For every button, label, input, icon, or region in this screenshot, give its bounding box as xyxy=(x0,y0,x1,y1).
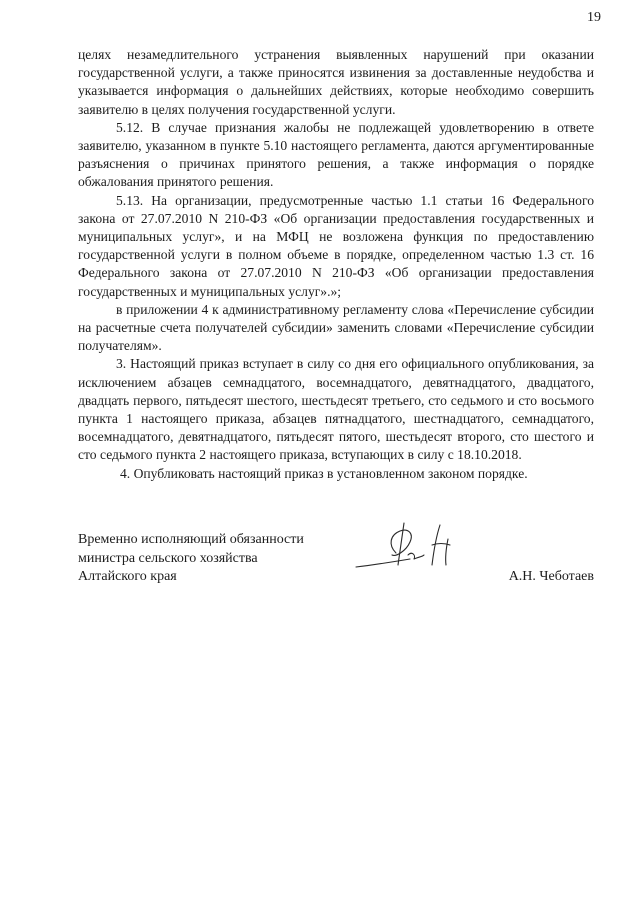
paragraph-appendix-4: в приложении 4 к административному регламенту слова «Перечисление субсидии на расчетные счета получателей субсидии» заменить словами «Перечисление субсидии получателям». xyxy=(78,301,594,354)
paragraph-4: 4. Опубликовать настоящий приказ в установленном законом порядке. xyxy=(120,465,528,481)
signer-title-line: Временно исполняющий обязанности xyxy=(78,532,304,547)
signer-name: А.Н. Чеботаев xyxy=(508,569,594,584)
signer-title-line: министра сельского хозяйства xyxy=(78,550,258,566)
signer-title-line: Алтайского края xyxy=(78,569,177,584)
paragraph-5-12: 5.12. В случае признания жалобы не подлежащей удовлетворению в ответе заявителю, указанном в пункте 5.10 настоящего регламента, даются аргументированные разъяснения о причинах принятого решения, а также информация о порядке обжалования принятого решения. xyxy=(78,119,594,190)
handwritten-signature xyxy=(348,515,468,585)
document-body xyxy=(78,46,594,483)
signature-block xyxy=(78,531,594,591)
paragraph-continuation: целях незамедлительного устранения выявленных нарушений при оказании государственной услуги, а также приносятся извинения за доставленные неудобства и указывается информация о дальнейших действиях, которые необходимо совершить заявителю в целях получения государственной услуги. xyxy=(78,47,594,117)
signer-title xyxy=(78,531,304,587)
paragraph-3: 3. Настоящий приказ вступает в силу со дня его официального опубликования, за исключением абзацев семнадцатого, восемнадцатого, девятнадцатого, двадцатого, двадцать первого, пятьдесят шестого, шестьдесят третьего, сто седьмого и сто восьмого пункта 1 настоящего приказа, абзацев пятнадцатого, шестнадцатого, семнадцатого, восемнадцатого, девятнадцатого, пятьдесят пятого, шестьдесят второго, сто шестого и сто седьмого пункта 2 настоящего приказа, вступающих в силу с 18.10.2018. xyxy=(78,356,594,463)
page-number: 19 xyxy=(587,10,601,25)
paragraph-5-13: 5.13. На организации, предусмотренные частью 1.1 статьи 16 Федерального закона от 27.07.2010 N 210-ФЗ «Об организации предоставления государственных и муниципальных услуг», и на МФЦ не возложена функция по предоставлению государственной услуги в полном объеме в порядке, определенном частью 1.3 ст. 16 Федерального закона от 27.07.2010 N 210-ФЗ «Об организации предоставления государственных и муниципальных услуг».»; xyxy=(78,192,594,299)
